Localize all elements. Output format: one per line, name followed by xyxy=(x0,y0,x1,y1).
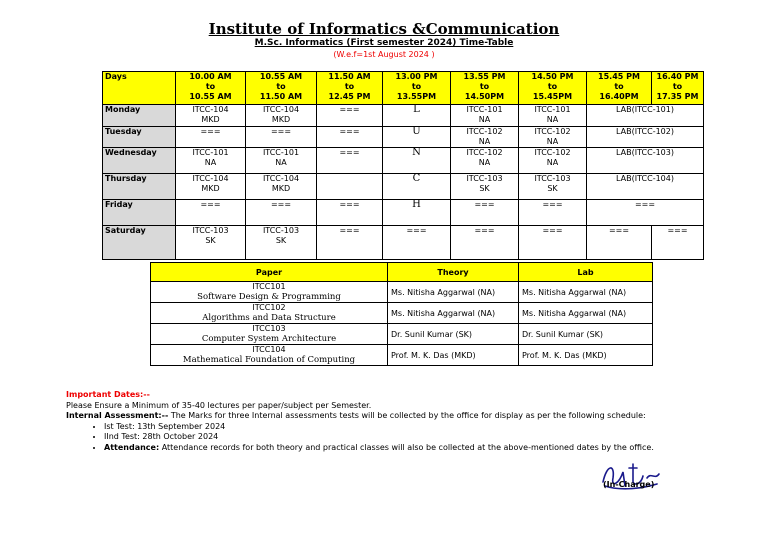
day-saturday: Saturday xyxy=(103,226,176,260)
day-thursday: Thursday xyxy=(103,174,176,200)
lab-faculty: Dr. Sunil Kumar (SK) xyxy=(519,324,653,345)
ia-label: Internal Assessment:-- xyxy=(66,411,169,420)
important-dates-heading: Important Dates:-- xyxy=(66,390,150,399)
schedule-list xyxy=(66,422,756,454)
cell xyxy=(317,174,383,200)
lab-cell: LAB(ITCC-102) xyxy=(587,127,704,148)
header-slot-3: 11.50 AM to 12.45 PM xyxy=(317,72,383,105)
cell: === xyxy=(652,226,704,260)
header-slot-4: 13.00 PM to 13.55PM xyxy=(383,72,451,105)
lunch-letter: L xyxy=(383,105,451,127)
lunch-letter: C xyxy=(383,174,451,200)
document-title: Institute of Informatics &Communication xyxy=(208,20,560,38)
cell: ITCC-104 MKD xyxy=(176,105,246,127)
day-wednesday: Wednesday xyxy=(103,148,176,174)
paper-table-header xyxy=(151,263,653,282)
attendance-item xyxy=(104,443,756,454)
cell: === xyxy=(246,127,317,148)
cell: ITCC-103 SK xyxy=(176,226,246,260)
lecture-requirement: Please Ensure a Minimum of 35-40 lectures per paper/subject per Semester. xyxy=(66,400,372,410)
cell: === xyxy=(176,200,246,226)
paper-cell xyxy=(151,303,388,324)
paper-cell xyxy=(151,345,388,366)
lab-faculty: Ms. Nitisha Aggarwal (NA) xyxy=(519,282,653,303)
timetable-row-wednesday xyxy=(103,148,704,174)
attendance-text: Attendance records for both theory and practical classes will also be collected at the above-mentioned dates by the office. xyxy=(159,442,654,452)
paper-row xyxy=(151,324,653,345)
cell: === xyxy=(176,127,246,148)
timetable-header-row xyxy=(103,72,704,105)
in-charge-label: (In-Charge) xyxy=(603,480,655,489)
cell: ITCC-103 SK xyxy=(519,174,587,200)
cell: ITCC-103 SK xyxy=(246,226,317,260)
cell: === xyxy=(317,200,383,226)
theory-faculty: Dr. Sunil Kumar (SK) xyxy=(388,324,519,345)
paper-cell xyxy=(151,282,388,303)
paper-cell xyxy=(151,324,388,345)
timetable-row-monday xyxy=(103,105,704,127)
attendance-label: Attendance: xyxy=(104,442,160,452)
lab-faculty: Prof. M. K. Das (MKD) xyxy=(519,345,653,366)
ia-text: The Marks for three Internal assessments tests will be collected by the office for display as per the following schedule: xyxy=(168,411,646,420)
cell: === xyxy=(317,226,383,260)
lab-cell: === xyxy=(587,200,704,226)
day-tuesday: Tuesday xyxy=(103,127,176,148)
cell: ITCC-103 SK xyxy=(451,174,519,200)
cell: === xyxy=(383,226,451,260)
internal-assessment-line xyxy=(66,411,756,422)
cell: ITCC-102 NA xyxy=(519,127,587,148)
header-slot-2: 10.55 AM to 11.50 AM xyxy=(246,72,317,105)
timetable-row-thursday xyxy=(103,174,704,200)
lab-cell: LAB(ITCC-101) xyxy=(587,105,704,127)
cell: === xyxy=(317,148,383,174)
paper-code: ITCC104 xyxy=(252,345,286,354)
cell: ITCC-101 NA xyxy=(246,148,317,174)
header-lab: Lab xyxy=(519,263,653,282)
cell: === xyxy=(519,226,587,260)
header-slot-6: 14.50 PM to 15.45PM xyxy=(519,72,587,105)
cell: === xyxy=(451,226,519,260)
paper-faculty-table xyxy=(150,262,653,366)
cell: ITCC-104 MKD xyxy=(246,174,317,200)
cell: ITCC-101 NA xyxy=(451,105,519,127)
paper-name: Software Design & Programming xyxy=(197,292,341,302)
header-theory: Theory xyxy=(388,263,519,282)
paper-code: ITCC102 xyxy=(252,303,286,312)
theory-faculty: Prof. M. K. Das (MKD) xyxy=(388,345,519,366)
document-subtitle: M.Sc. Informatics (First semester 2024) Time-Table xyxy=(254,38,514,48)
header-slot-1: 10.00 AM to 10.55 AM xyxy=(176,72,246,105)
header-slot-5: 13.55 PM to 14.50PM xyxy=(451,72,519,105)
paper-row xyxy=(151,303,653,324)
paper-row xyxy=(151,345,653,366)
notes-section xyxy=(66,390,756,453)
lab-cell: LAB(ITCC-104) xyxy=(587,174,704,200)
lunch-letter: N xyxy=(383,148,451,174)
test-1-item: • Ist Test: 13th September 2024 xyxy=(104,422,756,433)
paper-code: ITCC103 xyxy=(252,324,286,333)
timetable xyxy=(102,71,704,260)
lab-faculty: Ms. Nitisha Aggarwal (NA) xyxy=(519,303,653,324)
paper-name: Computer System Architecture xyxy=(201,334,337,344)
header-paper: Paper xyxy=(151,263,388,282)
cell: ITCC-104 MKD xyxy=(246,105,317,127)
lab-cell: LAB(ITCC-103) xyxy=(587,148,704,174)
theory-faculty: Ms. Nitisha Aggarwal (NA) xyxy=(388,282,519,303)
cell: ITCC-102 NA xyxy=(519,148,587,174)
paper-row xyxy=(151,282,653,303)
day-monday: Monday xyxy=(103,105,176,127)
timetable-row-saturday xyxy=(103,226,704,260)
effective-date: (W.e.f=1st August 2024 ) xyxy=(333,50,435,59)
timetable-row-tuesday xyxy=(103,127,704,148)
cell: === xyxy=(317,127,383,148)
cell: ITCC-102 NA xyxy=(451,148,519,174)
cell: === xyxy=(317,105,383,127)
cell: === xyxy=(451,200,519,226)
timetable-row-friday xyxy=(103,200,704,226)
cell: ITCC-102 NA xyxy=(451,127,519,148)
paper-name: Mathematical Foundation of Computing xyxy=(182,355,356,365)
cell: ITCC-104 MKD xyxy=(176,174,246,200)
lunch-letter: H xyxy=(383,200,451,226)
header-days: Days xyxy=(103,72,176,105)
cell: ITCC-101 NA xyxy=(519,105,587,127)
lunch-letter: U xyxy=(383,127,451,148)
cell: ITCC-101 NA xyxy=(176,148,246,174)
paper-code: ITCC101 xyxy=(252,282,286,291)
cell: === xyxy=(519,200,587,226)
cell: === xyxy=(587,226,652,260)
paper-name: Algorithms and Data Structure xyxy=(202,313,336,323)
cell: === xyxy=(246,200,317,226)
test-2-item: • IInd Test: 28th October 2024 xyxy=(104,432,756,443)
header-slot-8: 16.40 PM to 17.35 PM xyxy=(652,72,704,105)
theory-faculty: Ms. Nitisha Aggarwal (NA) xyxy=(388,303,519,324)
day-friday: Friday xyxy=(103,200,176,226)
header-slot-7: 15.45 PM to 16.40PM xyxy=(587,72,652,105)
